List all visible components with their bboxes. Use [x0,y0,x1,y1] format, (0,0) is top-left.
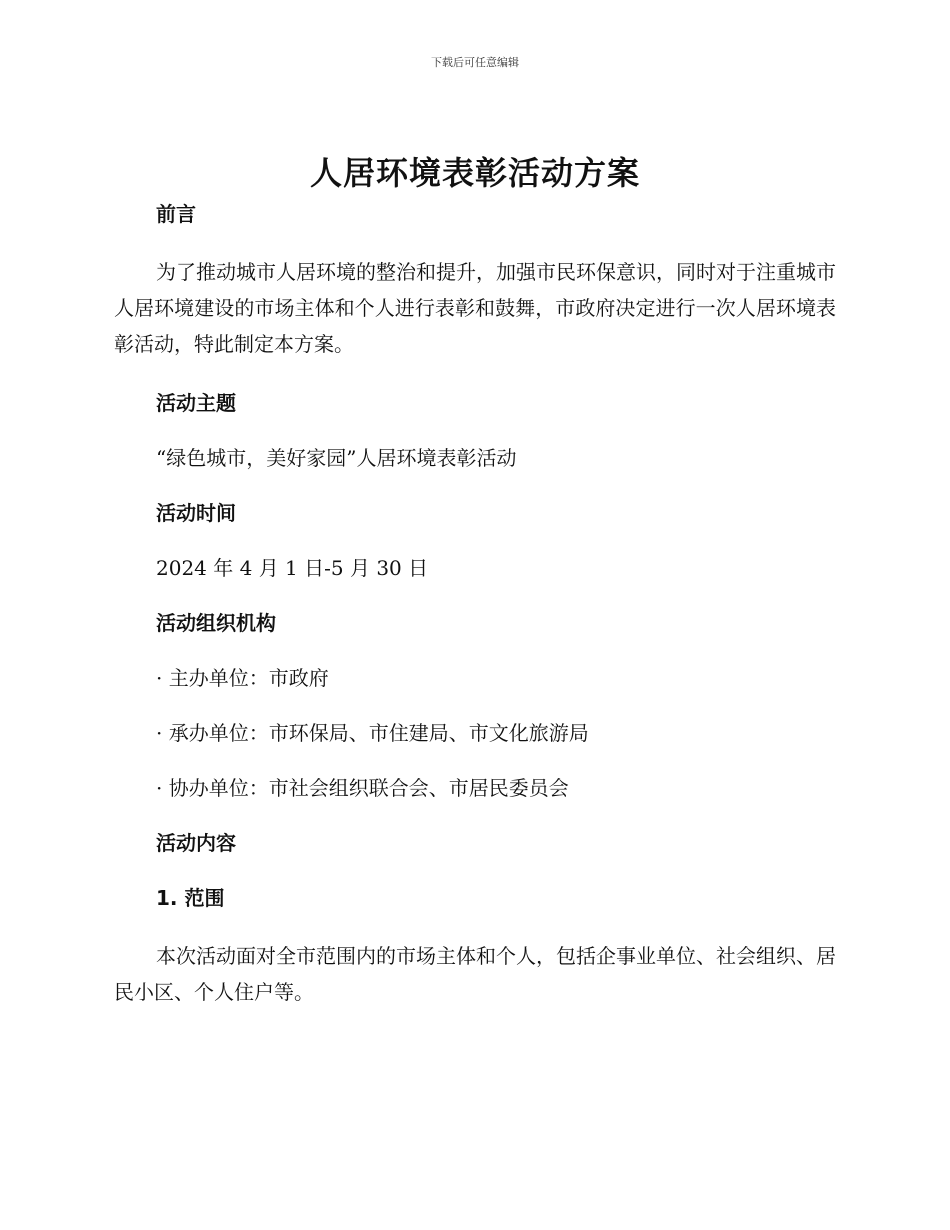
header-note: 下载后可任意编辑 [431,56,519,69]
time-text: 2024 年 4 月 1 日-5 月 30 日 [156,556,429,580]
document-title: 人居环境表彰活动方案 [309,154,640,192]
organization-heading: 活动组织机构 [156,611,276,635]
organization-item-coorganizer: · 协办单位：市社会组织联合会、市居民委员会 [156,776,569,800]
scope-paragraph: 本次活动面对全市范围内的市场主体和个人，包括企事业单位、社会组织、居民小区、个人住户等。 [114,944,836,1004]
document-body [114,200,836,1010]
preface-heading: 前言 [156,202,196,226]
time-heading: 活动时间 [156,501,236,525]
preface-paragraph: 为了推动城市人居环境的整治和提升，加强市民环保意识，同时对于注重城市人居环境建设的市场主体和个人进行表彰和鼓舞，市政府决定进行一次人居环境表彰活动，特此制定本方案。 [114,260,836,356]
organization-item-organizer: · 承办单位：市环保局、市住建局、市文化旅游局 [156,721,589,745]
activity-content-heading: 活动内容 [156,831,236,855]
scope-heading: 1. 范围 [156,886,225,910]
organization-item-host: · 主办单位：市政府 [156,666,329,690]
theme-text: “绿色城市，美好家园”人居环境表彰活动 [156,446,517,470]
theme-heading: 活动主题 [156,391,236,415]
